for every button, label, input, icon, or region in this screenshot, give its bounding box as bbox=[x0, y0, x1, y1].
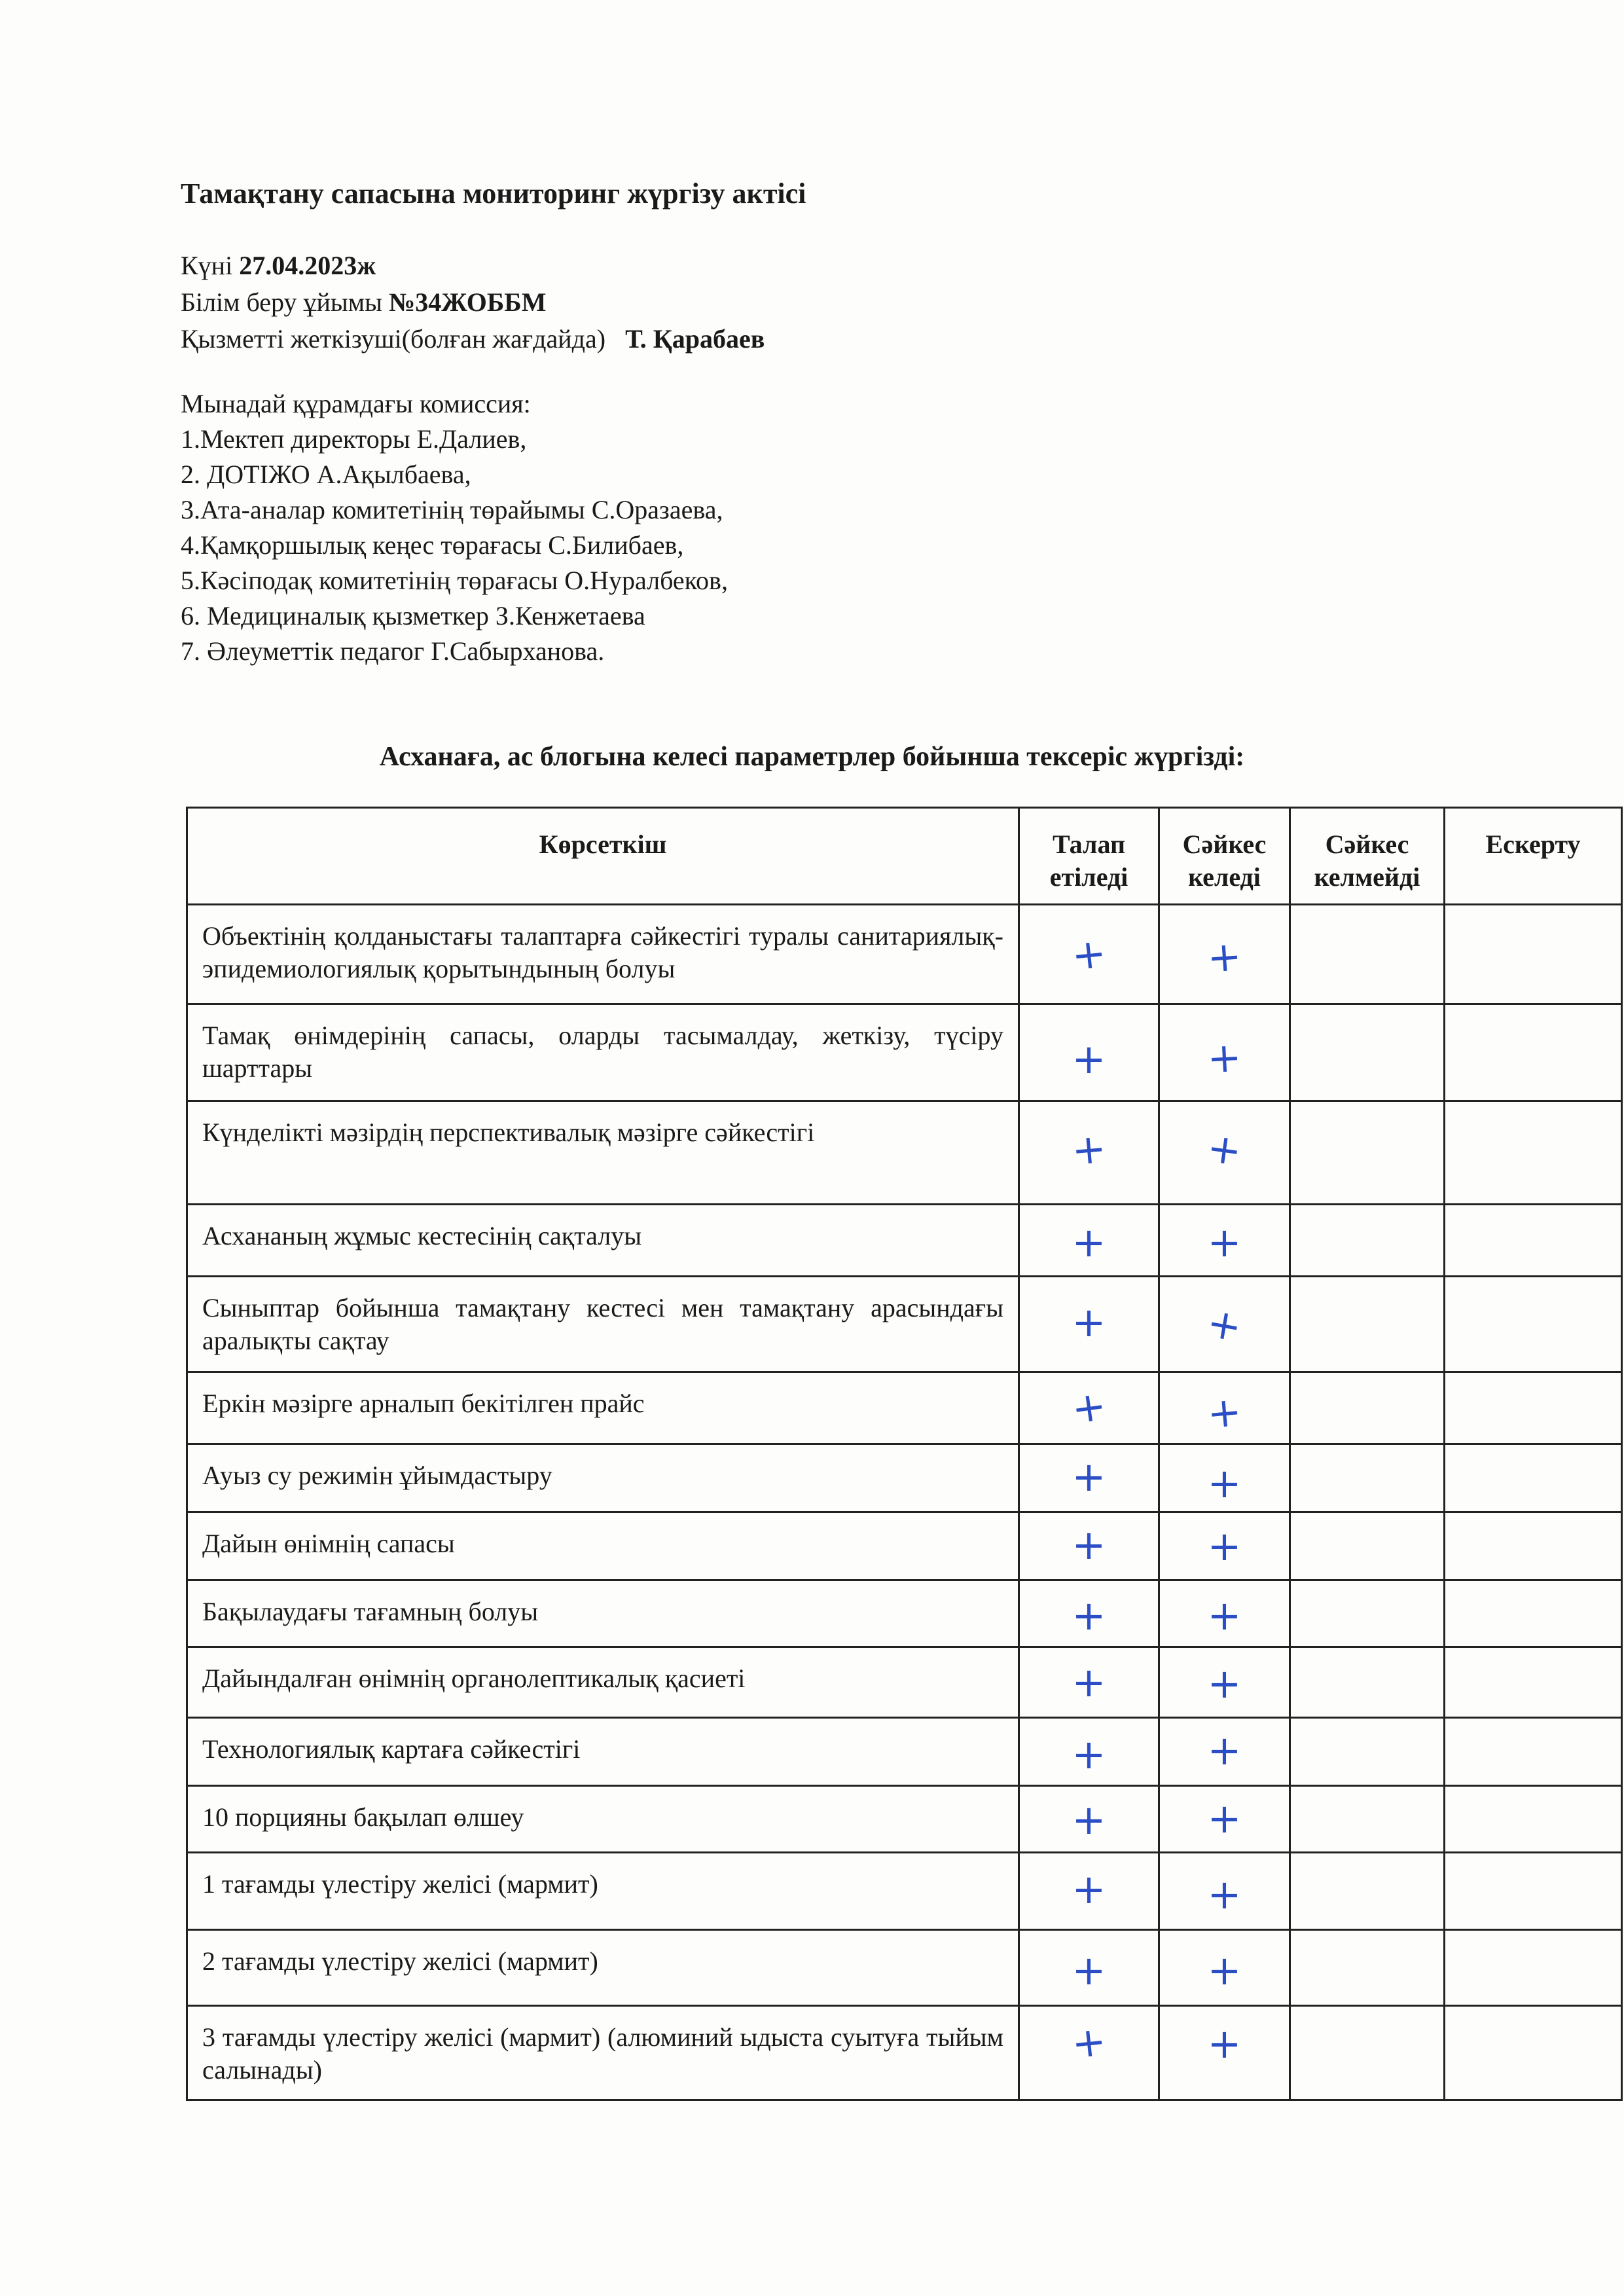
compliant-cell bbox=[1159, 1205, 1290, 1277]
table-row bbox=[187, 1786, 1622, 1853]
noncompliant-cell bbox=[1290, 1580, 1445, 1647]
plus-mark: + bbox=[1207, 1946, 1242, 1994]
header-compliant: Сәйкес келеді bbox=[1159, 808, 1290, 905]
noncompliant-cell bbox=[1290, 1101, 1445, 1205]
required-cell bbox=[1019, 1580, 1159, 1647]
noncompliant-cell bbox=[1290, 1277, 1445, 1372]
indicator-cell: Еркін мәзірге арналып бекітілген прайс bbox=[187, 1372, 1019, 1444]
noncompliant-cell bbox=[1290, 1786, 1445, 1853]
noncompliant-cell bbox=[1290, 1930, 1445, 2006]
noncompliant-cell bbox=[1290, 1718, 1445, 1786]
commission-list bbox=[181, 386, 728, 669]
noncompliant-cell bbox=[1290, 1372, 1445, 1444]
noncompliant-cell bbox=[1290, 1853, 1445, 1930]
note-cell bbox=[1445, 1277, 1622, 1372]
indicator-cell: Дайындалған өнімнің органолептикалық қасиеті bbox=[187, 1647, 1019, 1718]
table-subtitle: Асханаға, ас блогына келесі параметрлер бойынша тексеріс жүргізді: bbox=[379, 742, 1245, 772]
note-cell bbox=[1445, 1647, 1622, 1718]
required-cell bbox=[1019, 1372, 1159, 1444]
indicator-cell: Тамақ өнімдерінің сапасы, оларды тасымалдау, жеткізу, түсіру шарттары bbox=[187, 1004, 1019, 1101]
required-cell bbox=[1019, 1930, 1159, 2006]
compliant-cell bbox=[1159, 905, 1290, 1004]
required-cell bbox=[1019, 1647, 1159, 1718]
document-title: Тамақтану сапасына мониторинг жүргізу актісі bbox=[181, 177, 806, 210]
plus-mark: + bbox=[1205, 932, 1243, 982]
noncompliant-cell bbox=[1290, 1205, 1445, 1277]
compliant-cell bbox=[1159, 1786, 1290, 1853]
plus-mark: + bbox=[1069, 2016, 1109, 2068]
plus-mark: + bbox=[1205, 1387, 1244, 1438]
date-value: 27.04.2023ж bbox=[239, 251, 376, 280]
table-row bbox=[187, 1205, 1622, 1277]
plus-mark: + bbox=[1072, 1298, 1106, 1346]
compliant-cell bbox=[1159, 2006, 1290, 2100]
table-row bbox=[187, 1372, 1622, 1444]
table-row bbox=[187, 1580, 1622, 1647]
noncompliant-cell bbox=[1290, 1444, 1445, 1512]
note-cell bbox=[1445, 1004, 1622, 1101]
indicator-cell: Ауыз су режимін ұйымдастыру bbox=[187, 1444, 1019, 1512]
required-cell bbox=[1019, 1277, 1159, 1372]
plus-mark: + bbox=[1204, 1123, 1245, 1176]
compliant-cell bbox=[1159, 1372, 1290, 1444]
table-row bbox=[187, 2006, 1622, 2100]
indicator-cell: Бақылаудағы тағамның болуы bbox=[187, 1580, 1019, 1647]
compliant-cell bbox=[1159, 1512, 1290, 1580]
note-cell bbox=[1445, 1101, 1622, 1205]
noncompliant-cell bbox=[1290, 2006, 1445, 2100]
header-required: Талап етіледі bbox=[1019, 808, 1159, 905]
plus-mark: + bbox=[1072, 1592, 1106, 1639]
commission-member: 5.Кәсіподақ комитетінің төрағасы О.Нуралбеков, bbox=[181, 566, 728, 595]
required-cell bbox=[1019, 1512, 1159, 1580]
plus-mark: + bbox=[1072, 1218, 1106, 1266]
compliant-cell bbox=[1159, 1647, 1290, 1718]
inspection-table bbox=[186, 807, 1623, 2101]
indicator-cell: Технологиялық картаға сәйкестігі bbox=[187, 1718, 1019, 1786]
plus-mark: + bbox=[1207, 1592, 1242, 1639]
plus-mark: + bbox=[1072, 1796, 1106, 1844]
supplier-label: Қызметті жеткізуші(болған жағдайда) bbox=[181, 324, 626, 354]
indicator-cell: 1 тағамды үлестіру желісі (мармит) bbox=[187, 1853, 1019, 1930]
compliant-cell bbox=[1159, 1277, 1290, 1372]
noncompliant-cell bbox=[1290, 905, 1445, 1004]
compliant-cell bbox=[1159, 1444, 1290, 1512]
indicator-cell: Асхананың жұмыс кестесінің сақталуы bbox=[187, 1205, 1019, 1277]
note-cell bbox=[1445, 1372, 1622, 1444]
note-cell bbox=[1445, 2006, 1622, 2100]
plus-mark: + bbox=[1072, 1946, 1106, 1994]
required-cell bbox=[1019, 2006, 1159, 2100]
header-indicator: Көрсеткіш bbox=[187, 808, 1019, 905]
plus-mark: + bbox=[1070, 1123, 1108, 1175]
plus-mark: + bbox=[1207, 1522, 1242, 1570]
date-label: Күні bbox=[181, 251, 240, 280]
supplier-value: Т. Қарабаев bbox=[625, 324, 765, 354]
table-row bbox=[187, 1101, 1622, 1205]
plus-mark: + bbox=[1207, 1726, 1242, 1774]
commission-member: 3.Ата-аналар комитетінің төрайымы С.Оразаева, bbox=[181, 495, 723, 524]
required-cell bbox=[1019, 1718, 1159, 1786]
document-info bbox=[181, 247, 765, 357]
noncompliant-cell bbox=[1290, 1004, 1445, 1101]
note-cell bbox=[1445, 1444, 1622, 1512]
header-note: Ескерту bbox=[1445, 808, 1622, 905]
organization-line bbox=[181, 284, 765, 321]
indicator-cell: Күнделікті мәзірдің перспективалық мәзірге сәйкестігі bbox=[187, 1101, 1019, 1205]
compliant-cell bbox=[1159, 1718, 1290, 1786]
note-cell bbox=[1445, 905, 1622, 1004]
indicator-cell: 3 тағамды үлестіру желісі (мармит) (алюминий ыдыста суытуға тыйым салынады) bbox=[187, 2006, 1019, 2100]
commission-member: 2. ДОТІЖО А.Ақылбаева, bbox=[181, 460, 471, 489]
plus-mark: + bbox=[1207, 1795, 1242, 1842]
plus-mark: + bbox=[1069, 928, 1109, 980]
note-cell bbox=[1445, 1853, 1622, 1930]
commission-member: 7. Әлеуметтік педагог Г.Сабырханова. bbox=[181, 636, 605, 666]
commission-member: 4.Қамқоршылық кеңес төрағасы С.Билибаев, bbox=[181, 530, 684, 560]
required-cell bbox=[1019, 1004, 1159, 1101]
table-header-row bbox=[187, 808, 1622, 905]
plus-mark: + bbox=[1072, 1453, 1106, 1501]
plus-mark: + bbox=[1068, 1381, 1110, 1434]
table-row bbox=[187, 1277, 1622, 1372]
plus-mark: + bbox=[1072, 1865, 1106, 1913]
date-line bbox=[181, 247, 765, 284]
note-cell bbox=[1445, 1580, 1622, 1647]
note-cell bbox=[1445, 1512, 1622, 1580]
plus-mark: + bbox=[1203, 1298, 1246, 1351]
table-row bbox=[187, 1930, 1622, 2006]
plus-mark: + bbox=[1072, 1035, 1106, 1083]
indicator-cell: Сыныптар бойынша тамақтану кестесі мен тамақтану арасындағы аралықты сақтау bbox=[187, 1277, 1019, 1372]
indicator-cell: Дайын өнімнің сапасы bbox=[187, 1512, 1019, 1580]
compliant-cell bbox=[1159, 1101, 1290, 1205]
compliant-cell bbox=[1159, 1580, 1290, 1647]
commission-member: 1.Мектеп директоры Е.Далиев, bbox=[181, 424, 527, 454]
noncompliant-cell bbox=[1290, 1647, 1445, 1718]
compliant-cell bbox=[1159, 1004, 1290, 1101]
note-cell bbox=[1445, 1718, 1622, 1786]
table-row bbox=[187, 1004, 1622, 1101]
table-row bbox=[187, 1647, 1622, 1718]
indicator-cell: 2 тағамды үлестіру желісі (мармит) bbox=[187, 1930, 1019, 2006]
required-cell bbox=[1019, 1101, 1159, 1205]
noncompliant-cell bbox=[1290, 1512, 1445, 1580]
required-cell bbox=[1019, 905, 1159, 1004]
commission-member: 6. Медициналық қызметкер З.Кенжетаева bbox=[181, 601, 645, 630]
plus-mark: + bbox=[1206, 1032, 1243, 1083]
supplier-line bbox=[181, 321, 765, 357]
table-row bbox=[187, 1512, 1622, 1580]
plus-mark: + bbox=[1207, 1660, 1242, 1707]
indicator-cell: Объектінің қолданыстағы талаптарға сәйкестігі туралы санитариялық-эпидемиологиялық қорытындының болуы bbox=[187, 905, 1019, 1004]
compliant-cell bbox=[1159, 1853, 1290, 1930]
table-row bbox=[187, 1444, 1622, 1512]
required-cell bbox=[1019, 1205, 1159, 1277]
plus-mark: + bbox=[1207, 1218, 1242, 1266]
plus-mark: + bbox=[1207, 1459, 1242, 1507]
required-cell bbox=[1019, 1444, 1159, 1512]
note-cell bbox=[1445, 1205, 1622, 1277]
plus-mark: + bbox=[1072, 1521, 1106, 1569]
table-row bbox=[187, 905, 1622, 1004]
required-cell bbox=[1019, 1786, 1159, 1853]
note-cell bbox=[1445, 1786, 1622, 1853]
indicator-cell: 10 порцияны бақылап өлшеу bbox=[187, 1786, 1019, 1853]
plus-mark: + bbox=[1072, 1658, 1106, 1706]
note-cell bbox=[1445, 1930, 1622, 2006]
required-cell bbox=[1019, 1853, 1159, 1930]
table-row bbox=[187, 1853, 1622, 1930]
plus-mark: + bbox=[1207, 2020, 1242, 2068]
compliant-cell bbox=[1159, 1930, 1290, 2006]
organization-value: №34ЖОББМ bbox=[389, 287, 547, 317]
header-noncompliant: Сәйкес келмейді bbox=[1290, 808, 1445, 905]
plus-mark: + bbox=[1072, 1730, 1106, 1778]
table-row bbox=[187, 1718, 1622, 1786]
commission-heading: Мынадай құрамдағы комиссия: bbox=[181, 389, 531, 418]
organization-label: Білім беру ұйымы bbox=[181, 287, 389, 317]
plus-mark: + bbox=[1207, 1870, 1242, 1918]
